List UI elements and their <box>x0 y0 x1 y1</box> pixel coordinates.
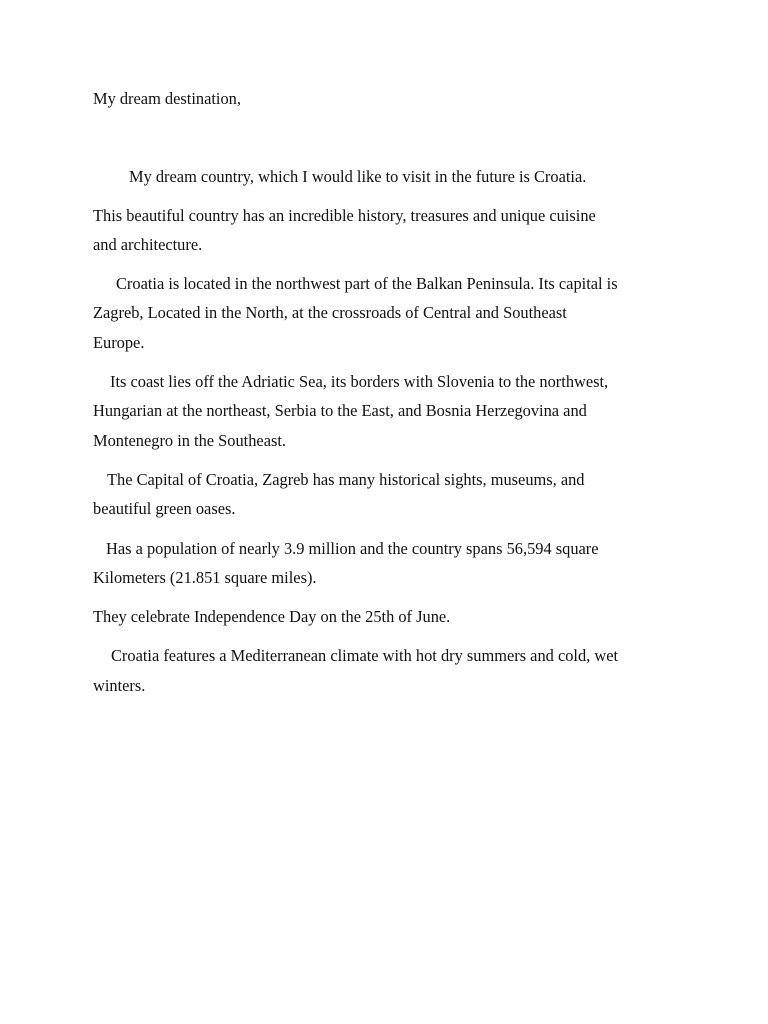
paragraph-2-line-2: and architecture. <box>93 235 203 254</box>
paragraph-1-line-1: My dream country, which I would like to visit in the future is Croatia. <box>129 167 587 186</box>
paragraph-5-line-1: The Capital of Croatia, Zagreb has many historical sights, museums, and <box>107 470 585 489</box>
paragraph-4-line-2: Hungarian at the northeast, Serbia to the East, and Bosnia Herzegovina and <box>93 401 587 420</box>
paragraph-4-line-1: Its coast lies off the Adriatic Sea, its borders with Slovenia to the northwest, <box>110 372 609 391</box>
paragraph-8-line-2: winters. <box>93 676 146 695</box>
paragraph-3-line-3: Europe. <box>93 333 145 352</box>
paragraph-6-line-2: Kilometers (21.851 square miles). <box>93 568 317 587</box>
paragraph-4-line-3: Montenegro in the Southeast. <box>93 431 287 450</box>
paragraph-5-line-2: beautiful green oases. <box>93 499 236 518</box>
paragraph-3-line-1: Croatia is located in the northwest part of the Balkan Peninsula. Its capital is <box>116 274 618 293</box>
paragraph-7-line-1: They celebrate Independence Day on the 25th of June. <box>93 607 451 626</box>
salutation: My dream destination, <box>93 89 241 108</box>
paragraph-6-line-1: Has a population of nearly 3.9 million and the country spans 56,594 square <box>106 539 599 558</box>
paragraph-2-line-1: This beautiful country has an incredible history, treasures and unique cuisine <box>93 206 596 225</box>
paragraph-8-line-1: Croatia features a Mediterranean climate with hot dry summers and cold, wet <box>111 646 619 665</box>
paragraph-3-line-2: Zagreb, Located in the North, at the crossroads of Central and Southeast <box>93 303 567 322</box>
